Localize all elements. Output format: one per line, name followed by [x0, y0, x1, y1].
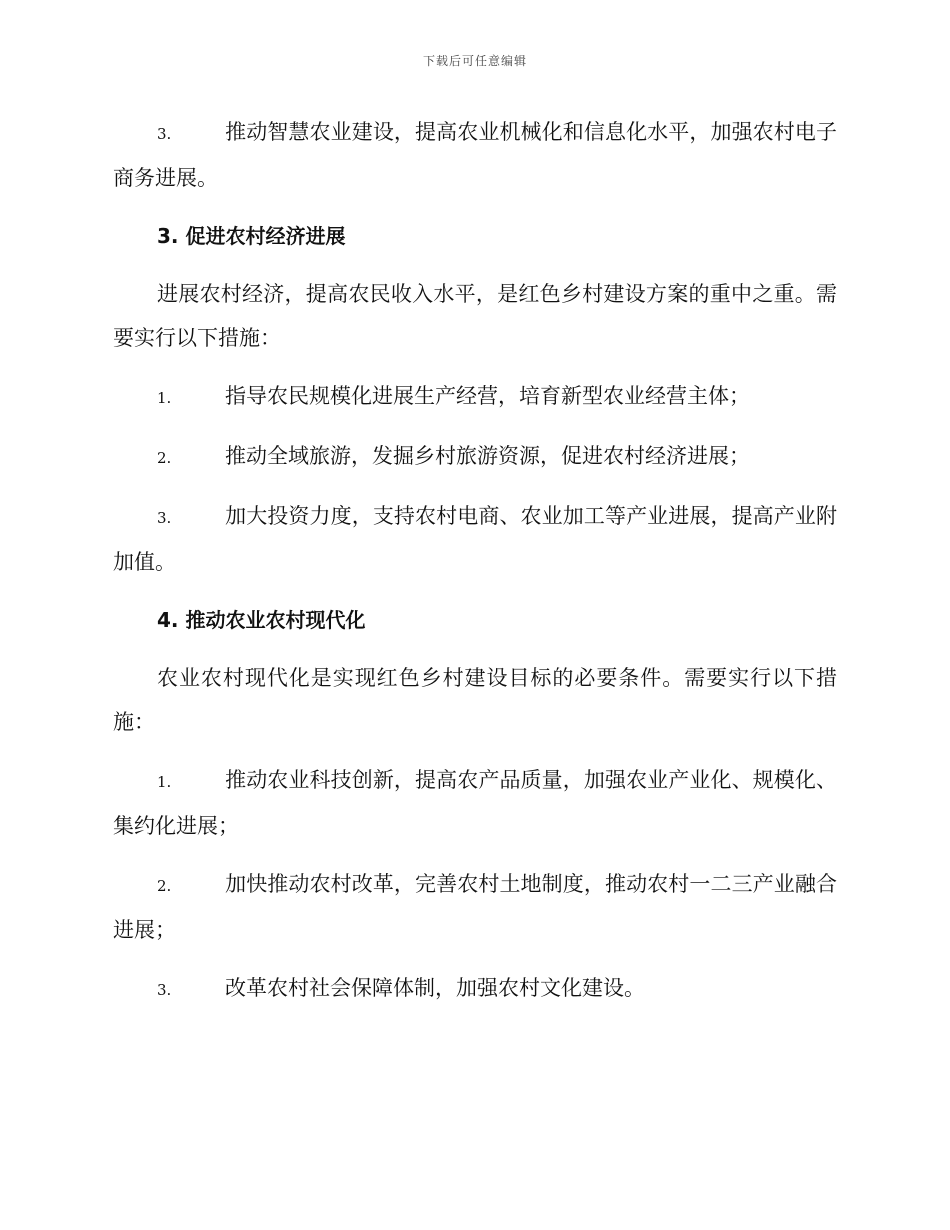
paragraph-rural-economy-intro: 进展农村经济，提高农民收入水平，是红色乡村建设方案的重中之重。需要实行以下措施： [113, 282, 837, 350]
list-item-3-smart-agriculture [113, 110, 837, 200]
list-item-3-social-security [113, 966, 837, 1012]
document-body [113, 110, 837, 1026]
list-item-text: 推动智慧农业建设，提高农业机械化和信息化水平，加强农村电子商务进展。 [113, 120, 837, 190]
list-item-2-tourism [113, 434, 837, 480]
list-item-2-rural-reform [113, 862, 837, 952]
list-item-text: 改革农村社会保障体制，加强农村文化建设。 [225, 976, 645, 1000]
list-item-3-investment [113, 494, 837, 584]
list-item-1-scale-operation [113, 374, 837, 420]
list-item-text: 指导农民规模化进展生产经营，培育新型农业经营主体； [225, 384, 750, 408]
page-header: 下载后可任意编辑 [422, 54, 527, 68]
list-item-text: 加大投资力度，支持农村电商、农业加工等产业进展，提高产业附加值。 [113, 504, 837, 574]
list-number: 3. [157, 981, 172, 999]
section-heading-modernization: 4. 推动农业农村现代化 [157, 608, 366, 632]
list-number: 2. [157, 877, 172, 895]
list-number: 3. [157, 509, 172, 527]
list-item-text: 推动农业科技创新，提高农产品质量，加强农业产业化、规模化、集约化进展； [113, 768, 837, 838]
paragraph-modernization-intro: 农业农村现代化是实现红色乡村建设目标的必要条件。需要实行以下措施： [113, 666, 837, 734]
list-item-1-tech-innovation [113, 758, 837, 848]
list-number: 1. [157, 773, 172, 791]
list-number: 2. [157, 449, 172, 467]
list-number: 3. [157, 125, 172, 143]
list-item-text: 推动全域旅游，发掘乡村旅游资源，促进农村经济进展； [225, 444, 750, 468]
list-item-text: 加快推动农村改革，完善农村土地制度，推动农村一二三产业融合进展； [113, 872, 837, 942]
list-number: 1. [157, 389, 172, 407]
section-heading-rural-economy: 3. 促进农村经济进展 [157, 224, 346, 248]
